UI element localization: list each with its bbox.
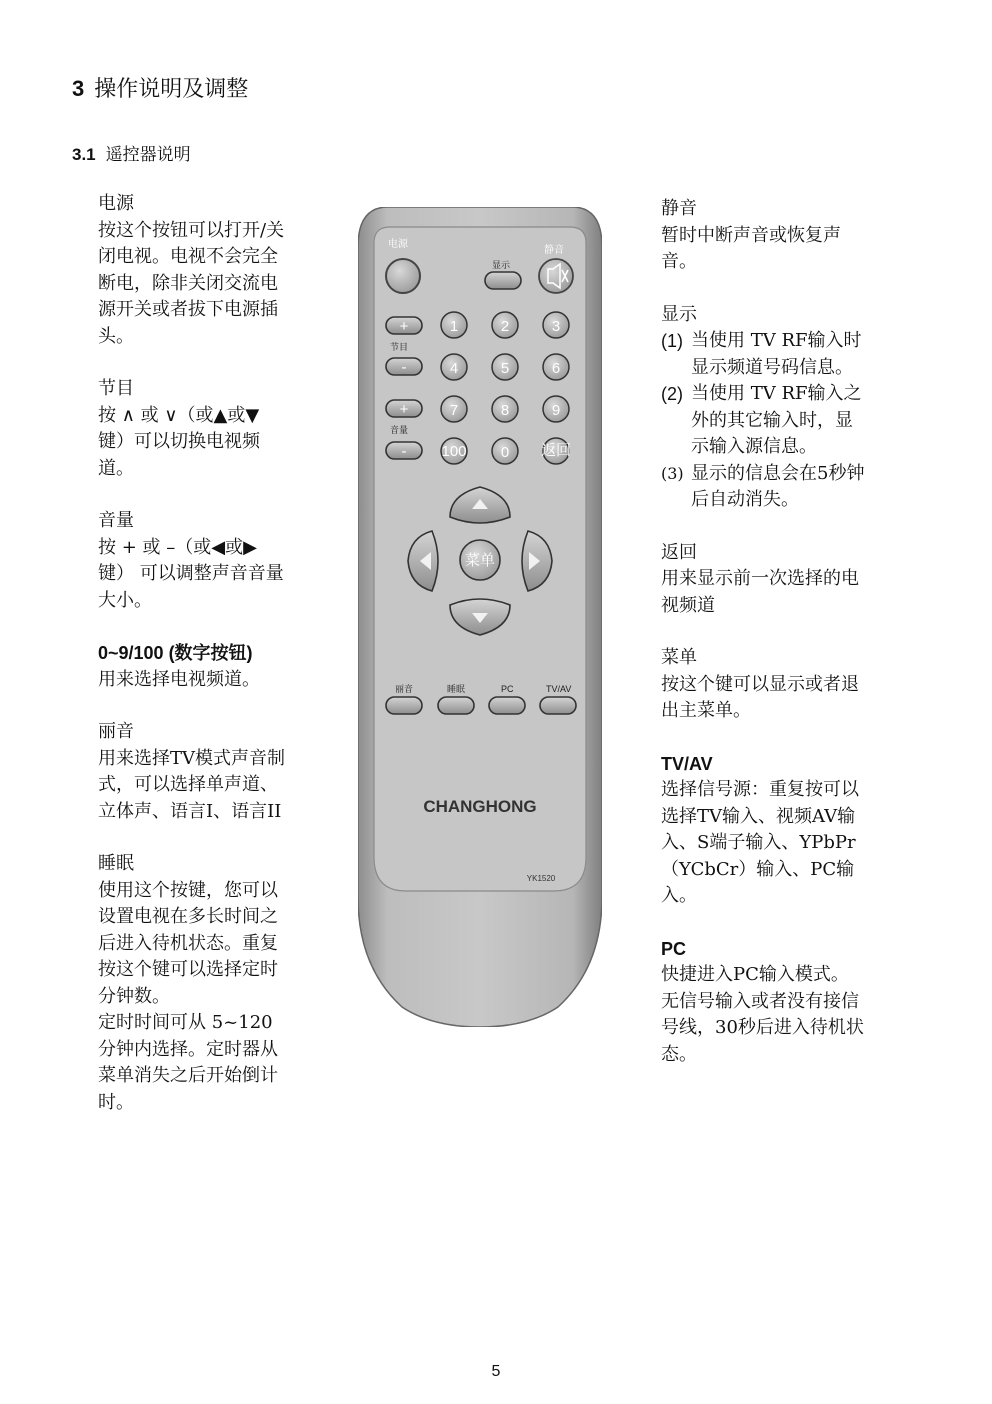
sleep-title: 睡眠 bbox=[98, 853, 134, 874]
pc-button bbox=[489, 697, 525, 714]
digit-label: 2 bbox=[500, 318, 510, 335]
nicam-description bbox=[98, 719, 313, 825]
power-description bbox=[98, 191, 313, 350]
program-title: 节目 bbox=[98, 378, 134, 399]
subsection-title: 遥控器说明 bbox=[105, 145, 191, 165]
pc-description bbox=[661, 936, 886, 1069]
menu-title: 菜单 bbox=[661, 647, 697, 668]
pc-label: PC bbox=[501, 684, 514, 694]
nicam-button bbox=[386, 697, 422, 714]
volume-title: 音量 bbox=[98, 510, 134, 531]
sleep-description bbox=[98, 851, 313, 1116]
digit-label: 100 bbox=[441, 443, 467, 460]
volume-minus-sign: - bbox=[401, 443, 407, 460]
sleep-label: 睡眠 bbox=[447, 684, 466, 694]
sleep-button bbox=[438, 697, 474, 714]
digit-label: 8 bbox=[500, 402, 510, 419]
left-column bbox=[98, 191, 313, 1142]
nicam-title: 丽音 bbox=[98, 721, 134, 742]
display-title: 显示 bbox=[661, 303, 697, 325]
pc-title: PC bbox=[661, 938, 687, 959]
nicam-body: 用来选择TV模式声音制 式，可以选择单声道、 立体声、语言I、语言II bbox=[98, 747, 286, 822]
section-title: 操作说明及调整 bbox=[94, 77, 249, 102]
program-minus-sign: - bbox=[401, 359, 407, 376]
volume-plus-sign: + bbox=[399, 401, 409, 418]
model-number: YK1520 bbox=[526, 874, 556, 883]
tvav-description bbox=[661, 751, 886, 910]
list-item-text: 当使用 TV RF输入之 外的其它输入时，显 示输入源信息。 bbox=[691, 383, 862, 457]
section-number: 3 bbox=[72, 76, 85, 101]
right-column bbox=[661, 196, 886, 1094]
brand-logo: CHANGHONG bbox=[423, 797, 537, 816]
tvav-button bbox=[540, 697, 576, 714]
program-description bbox=[98, 376, 313, 482]
digit-label: 7 bbox=[449, 402, 459, 419]
power-button bbox=[386, 259, 420, 293]
mute-body: 暂时中断声音或恢复声 音。 bbox=[661, 224, 841, 272]
list-item bbox=[661, 328, 886, 381]
program-body: 按 ∧ 或 ∨（或▲或▼ 键）可以切换电视频 道。 bbox=[98, 404, 260, 479]
mute-description bbox=[661, 196, 886, 276]
program-plus-sign: + bbox=[399, 318, 409, 335]
display-label: 显示 bbox=[492, 260, 511, 270]
subsection-number: 3.1 bbox=[72, 145, 96, 164]
back-label: 返回 bbox=[540, 442, 572, 459]
digits-description bbox=[98, 640, 313, 693]
list-item-number: (1) bbox=[661, 331, 683, 351]
power-label: 电源 bbox=[388, 239, 408, 250]
tvav-body: 选择信号源：重复按可以 选择TV输入、视频AV输 入、S端子输入、YPbPr （YCbCr）输入、PC输 入。 bbox=[661, 779, 859, 906]
power-body: 按这个按钮可以打开/关 闭电视。电视不会完全 断电，除非关闭交流电 源开关或者拔下电源插 头。 bbox=[98, 219, 285, 347]
tvav-title: TV/AV bbox=[661, 753, 713, 774]
list-item-number: (2) bbox=[661, 384, 683, 404]
volume-body: 按 + 或 –（或◀或▶ 键） 可以调整声音音量 大小。 bbox=[98, 536, 284, 611]
remote-control-image bbox=[358, 207, 602, 1027]
digit-label: 0 bbox=[500, 444, 510, 461]
subsection-heading bbox=[72, 140, 191, 165]
list-item-number: (3) bbox=[661, 463, 684, 483]
list-item-text: 显示的信息会在5秒钟 后自动消失。 bbox=[691, 462, 865, 510]
volume-label: 音量 bbox=[390, 425, 409, 435]
back-description bbox=[661, 540, 886, 620]
digit-label: 5 bbox=[500, 360, 510, 377]
mute-button bbox=[539, 259, 573, 293]
section-heading bbox=[72, 72, 248, 103]
list-item bbox=[661, 461, 886, 514]
digits-body: 用来选择电视频道。 bbox=[98, 668, 260, 690]
volume-description bbox=[98, 508, 313, 614]
back-body: 用来显示前一次选择的电 视频道 bbox=[661, 568, 859, 616]
list-item-text: 当使用 TV RF输入时 显示频道号码信息。 bbox=[691, 330, 862, 378]
digit-label: 1 bbox=[449, 318, 459, 335]
mute-title: 静音 bbox=[661, 198, 697, 219]
digit-label: 3 bbox=[551, 318, 561, 335]
page-number: 5 bbox=[491, 1363, 501, 1380]
digit-label: 9 bbox=[551, 402, 561, 419]
digit-label: 4 bbox=[449, 360, 459, 377]
nicam-label: 丽音 bbox=[395, 684, 414, 694]
tvav-label: TV/AV bbox=[546, 684, 572, 694]
menu-description bbox=[661, 645, 886, 725]
digits-title: 0~9/100 (数字按钮) bbox=[98, 643, 253, 663]
back-title: 返回 bbox=[661, 541, 697, 563]
list-item bbox=[661, 381, 886, 461]
sleep-body: 使用这个按键，您可以 设置电视在多长时间之 后进入待机状态。重复 按这个键可以选择定时 分钟数。 定时时间可从 5~120 分钟内选择。定时器从 菜单消失之后开始倒计 时。 bbox=[98, 879, 278, 1113]
digit-label: 6 bbox=[551, 360, 561, 377]
pc-body: 快捷进入PC输入模式。 无信号输入或者没有接信 号线，30秒后进入待机状 态。 bbox=[661, 964, 864, 1065]
program-label: 节目 bbox=[390, 342, 409, 352]
menu-label: 菜单 bbox=[464, 552, 496, 569]
power-title: 电源 bbox=[98, 193, 134, 214]
menu-body: 按这个键可以显示或者退 出主菜单。 bbox=[661, 673, 859, 721]
display-button bbox=[485, 272, 521, 289]
mute-label: 静音 bbox=[544, 245, 564, 256]
display-description bbox=[661, 302, 886, 514]
